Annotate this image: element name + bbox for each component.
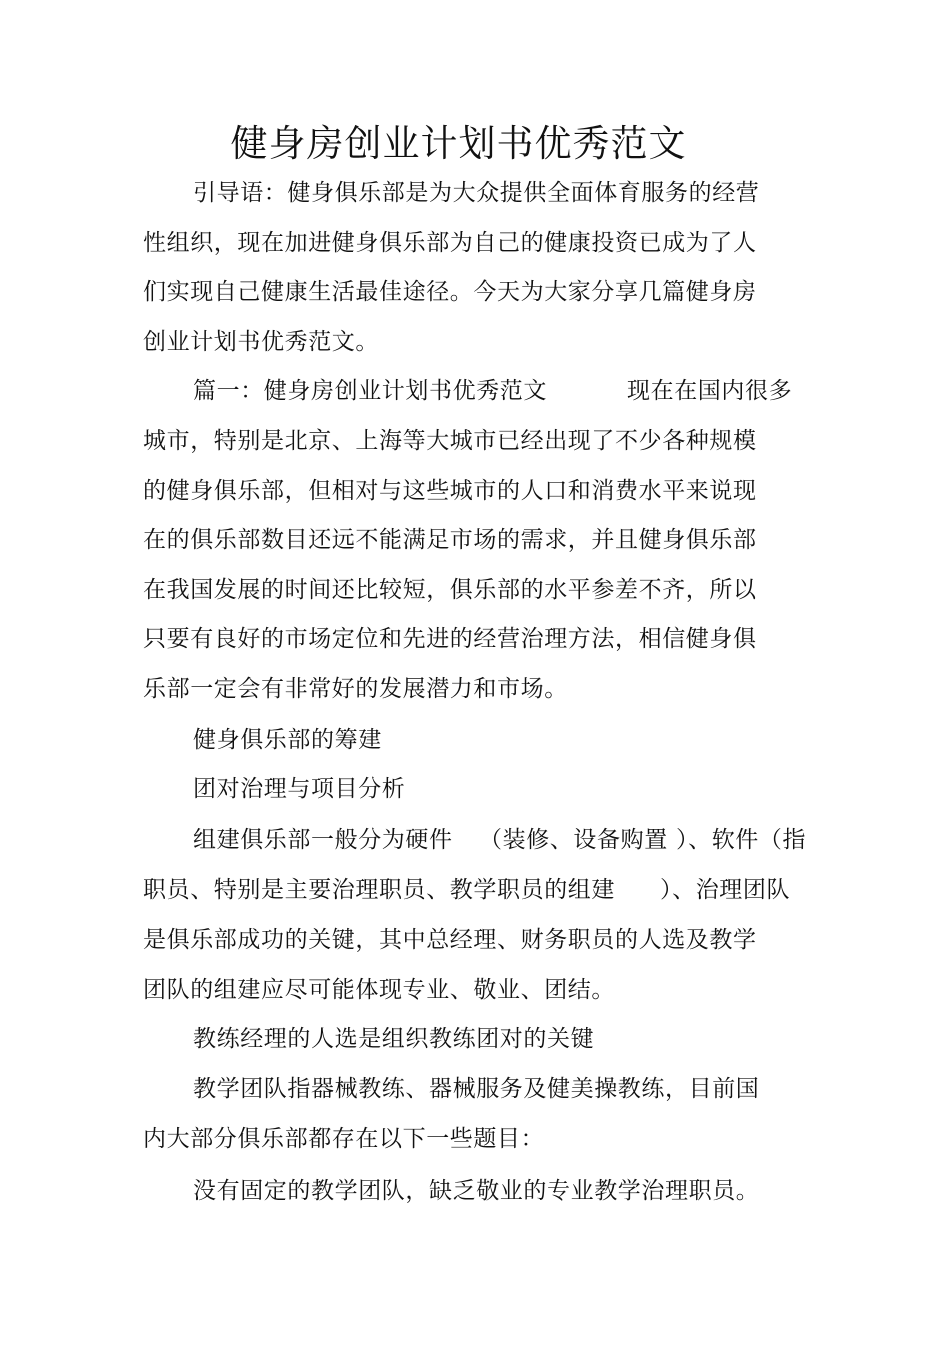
paragraph-line: 创业计划书优秀范文。 [143,329,379,355]
document-title: 健身房创业计划书优秀范文 [230,122,687,165]
paragraph-line: 引导语：健身俱乐部是为大众提供全面体育服务的经营 [193,180,760,206]
paragraph-line: 教学团队指器械教练、器械服务及健美操教练，目前国 [193,1076,760,1102]
paragraph-line: 内大部分俱乐部都存在以下一些题目： [143,1126,545,1152]
paragraph-line: （装修、设备购置 [479,827,668,853]
subheading: 团对治理与项目分析 [193,776,406,802]
paragraph-line: 们实现自己健康生活最佳途径。今天为大家分享几篇健身房 [143,279,757,305]
paragraph-line: 团队的组建应尽可能体现专业、敬业、团结。 [143,977,615,1003]
section-heading: 篇一：健身房创业计划书优秀范文 [193,378,547,404]
paragraph-line: 是俱乐部成功的关键，其中总经理、财务职员的人选及教学 [143,927,757,953]
paragraph-line: 在我国发展的时间还比较短，俱乐部的水平参差不齐，所以 [143,577,757,603]
paragraph-line: 没有固定的教学团队，缺乏敬业的专业教学治理职员。 [193,1178,760,1204]
paragraph-line: 教练经理的人选是组织教练团对的关键 [193,1026,595,1052]
paragraph-line: 在的俱乐部数目还远不能满足市场的需求，并且健身俱乐部 [143,527,757,553]
paragraph-line: 职员、特别是主要治理职员、教学职员的组建 [143,877,615,903]
paragraph-line: 乐部一定会有非常好的发展潜力和市场。 [143,676,568,702]
paragraph-line: 性组织，现在加进健身俱乐部为自己的健康投资已成为了人 [143,230,757,256]
paragraph-line: 城市，特别是北京、上海等大城市已经出现了不少各种规模 [143,428,757,454]
paragraph-line: 现在在国内很多 [627,378,793,404]
paragraph-line: ）、软件（指 [676,827,807,853]
paragraph-line: 的健身俱乐部，但相对与这些城市的人口和消费水平来说现 [143,478,757,504]
paragraph-line: ）、治理团队 [660,877,791,903]
paragraph-line: 组建俱乐部一般分为硬件 [193,827,453,853]
subheading: 健身俱乐部的筹建 [193,727,382,753]
paragraph-line: 只要有良好的市场定位和先进的经营治理方法，相信健身俱 [143,626,757,652]
